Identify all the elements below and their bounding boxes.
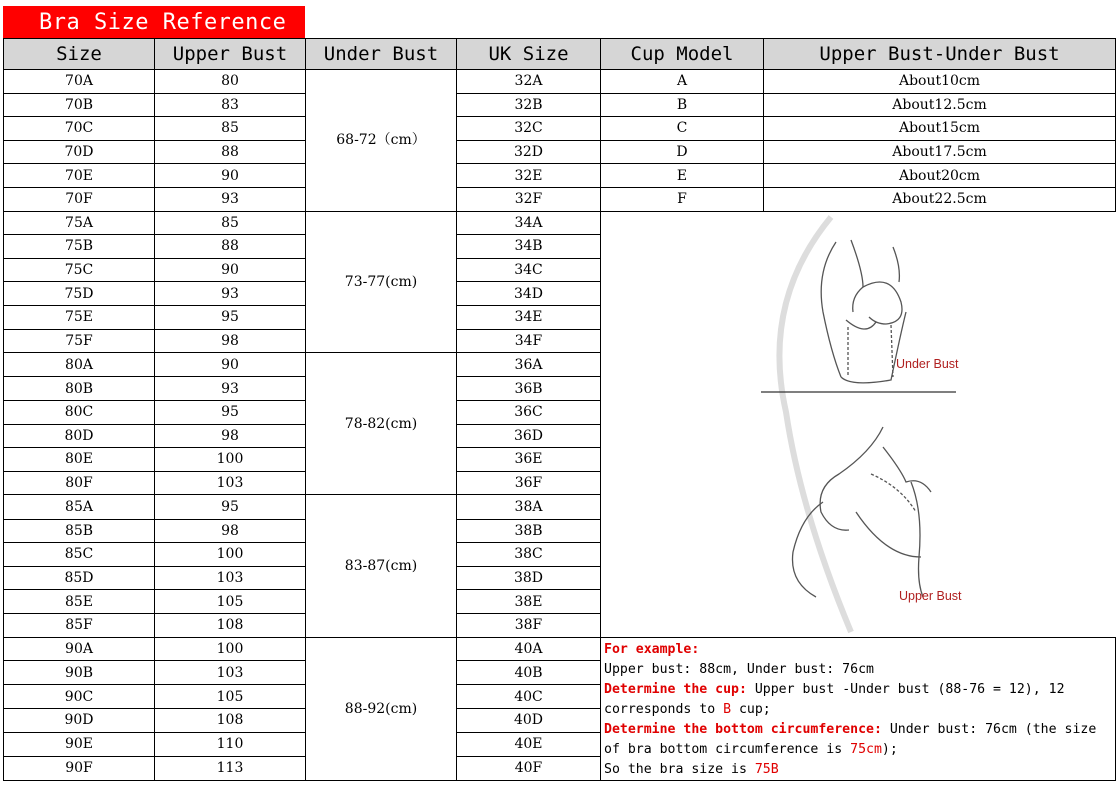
table-row	[4, 211, 1116, 235]
upper-bust-cell: 88	[155, 140, 306, 164]
illustration-cell	[601, 211, 1116, 637]
uk-size-cell: 40E	[457, 732, 601, 756]
cup-model-cell: F	[601, 187, 764, 211]
upper-bust-cell: 108	[155, 613, 306, 637]
upper-bust-cell: 90	[155, 164, 306, 188]
upper-bust-cell: 95	[155, 495, 306, 519]
size-cell: 85B	[4, 519, 155, 543]
under-bust-cell: 68-72（cm）	[306, 70, 457, 212]
cup-text-end: cup;	[731, 701, 771, 717]
uk-size-cell: 38E	[457, 590, 601, 614]
upper-bust-cell: 100	[155, 448, 306, 472]
upper-bust-cell: 83	[155, 93, 306, 117]
cup-model-cell: D	[601, 140, 764, 164]
size-cell: 80A	[4, 353, 155, 377]
upper-bust-cell: 98	[155, 519, 306, 543]
upper-bust-cell: 103	[155, 566, 306, 590]
bottom-label: Determine the bottom circumference:	[604, 721, 882, 737]
upper-bust-cell: 88	[155, 235, 306, 259]
upper-bust-label: Upper Bust	[899, 588, 962, 603]
under-bust-cell: 78-82(cm)	[306, 353, 457, 495]
uk-size-cell: 34F	[457, 329, 601, 353]
cup-highlight: B	[723, 701, 732, 717]
uk-size-cell: 34E	[457, 305, 601, 329]
size-cell: 75F	[4, 329, 155, 353]
example-cup	[604, 680, 1112, 720]
table-row	[4, 140, 1116, 164]
upper-bust-cell: 110	[155, 732, 306, 756]
size-cell: 70F	[4, 187, 155, 211]
upper-bust-cell: 100	[155, 637, 306, 661]
upper-bust-cell: 113	[155, 756, 306, 780]
size-cell: 70D	[4, 140, 155, 164]
size-cell: 80E	[4, 448, 155, 472]
upper-bust-cell: 90	[155, 353, 306, 377]
upper-bust-cell: 80	[155, 70, 306, 94]
upper-bust-cell: 98	[155, 424, 306, 448]
uk-size-cell: 40C	[457, 685, 601, 709]
size-cell: 75C	[4, 258, 155, 282]
upper-bust-cell: 103	[155, 471, 306, 495]
cup-label: Determine the cup:	[604, 681, 747, 697]
bust-difference-cell: About10cm	[764, 70, 1116, 94]
uk-size-cell: 36F	[457, 471, 601, 495]
upper-bust-cell: 105	[155, 590, 306, 614]
bottom-text-end: );	[881, 741, 898, 757]
under-bust-cell: 88-92(cm)	[306, 637, 457, 780]
table-row	[4, 117, 1116, 141]
bottom-highlight: 75cm	[850, 741, 882, 757]
page-title: Bra Size Reference	[3, 6, 305, 38]
final-highlight: 75B	[754, 761, 779, 777]
header-upper-bust: Upper Bust	[155, 39, 306, 70]
uk-size-cell: 32E	[457, 164, 601, 188]
size-cell: 90A	[4, 637, 155, 661]
size-cell: 70E	[4, 164, 155, 188]
uk-size-cell: 40F	[457, 756, 601, 780]
uk-size-cell: 34C	[457, 258, 601, 282]
cup-model-cell: B	[601, 93, 764, 117]
table-row	[4, 70, 1116, 94]
table-row	[4, 93, 1116, 117]
under-bust-cell: 73-77(cm)	[306, 211, 457, 353]
under-bust-label: Under Bust	[896, 356, 959, 371]
upper-bust-cell: 98	[155, 329, 306, 353]
size-table	[3, 38, 1116, 781]
size-cell: 85E	[4, 590, 155, 614]
uk-size-cell: 36E	[457, 448, 601, 472]
example-cell	[601, 637, 1116, 780]
uk-size-cell: 38B	[457, 519, 601, 543]
size-cell: 90B	[4, 661, 155, 685]
body-outline-icon	[601, 212, 1112, 637]
uk-size-cell: 32C	[457, 117, 601, 141]
size-cell: 75D	[4, 282, 155, 306]
size-cell: 70C	[4, 117, 155, 141]
header-bust-difference: Upper Bust-Under Bust	[764, 39, 1116, 70]
size-cell: 70B	[4, 93, 155, 117]
bust-difference-cell: About15cm	[764, 117, 1116, 141]
upper-bust-cell: 108	[155, 709, 306, 733]
size-cell: 70A	[4, 70, 155, 94]
bust-difference-cell: About12.5cm	[764, 93, 1116, 117]
cup-model-cell: E	[601, 164, 764, 188]
cup-model-cell: C	[601, 117, 764, 141]
size-cell: 90C	[4, 685, 155, 709]
size-cell: 75E	[4, 305, 155, 329]
uk-size-cell: 40A	[457, 637, 601, 661]
upper-bust-cell: 103	[155, 661, 306, 685]
uk-size-cell: 32A	[457, 70, 601, 94]
size-cell: 80B	[4, 377, 155, 401]
table-row	[4, 187, 1116, 211]
size-cell: 75B	[4, 235, 155, 259]
cup-text: Upper bust -Under bust (88-76 = 12), 12 corresponds to	[604, 681, 1065, 717]
table-row	[4, 164, 1116, 188]
example-bottom	[604, 720, 1112, 760]
uk-size-cell: 36B	[457, 377, 601, 401]
cup-model-cell: A	[601, 70, 764, 94]
table-row	[4, 637, 1116, 661]
size-cell: 80C	[4, 400, 155, 424]
example-line: Upper bust: 88cm, Under bust: 76cm	[604, 661, 874, 677]
uk-size-cell: 34B	[457, 235, 601, 259]
size-cell: 75A	[4, 211, 155, 235]
uk-size-cell: 38D	[457, 566, 601, 590]
header-size: Size	[4, 39, 155, 70]
size-cell: 90E	[4, 732, 155, 756]
uk-size-cell: 34D	[457, 282, 601, 306]
size-cell: 85D	[4, 566, 155, 590]
under-bust-cell: 83-87(cm)	[306, 495, 457, 637]
final-text: So the bra size is	[604, 761, 755, 777]
bust-difference-cell: About17.5cm	[764, 140, 1116, 164]
example-heading: For example:	[604, 641, 700, 657]
upper-bust-cell: 85	[155, 211, 306, 235]
size-cell: 85A	[4, 495, 155, 519]
upper-bust-cell: 93	[155, 377, 306, 401]
uk-size-cell: 32D	[457, 140, 601, 164]
size-cell: 85C	[4, 543, 155, 567]
upper-bust-cell: 95	[155, 305, 306, 329]
size-cell: 80F	[4, 471, 155, 495]
uk-size-cell: 36D	[457, 424, 601, 448]
header-row	[4, 39, 1116, 70]
example-final	[604, 760, 1112, 780]
uk-size-cell: 32F	[457, 187, 601, 211]
bottom-text: Under bust: 76cm (the size of bra bottom circumference is	[604, 721, 1097, 757]
upper-bust-cell: 105	[155, 685, 306, 709]
upper-bust-cell: 93	[155, 187, 306, 211]
upper-bust-cell: 100	[155, 543, 306, 567]
size-cell: 80D	[4, 424, 155, 448]
uk-size-cell: 38C	[457, 543, 601, 567]
header-cup-model: Cup Model	[601, 39, 764, 70]
upper-bust-cell: 90	[155, 258, 306, 282]
uk-size-cell: 32B	[457, 93, 601, 117]
header-uk-size: UK Size	[457, 39, 601, 70]
uk-size-cell: 36C	[457, 400, 601, 424]
uk-size-cell: 34A	[457, 211, 601, 235]
header-under-bust: Under Bust	[306, 39, 457, 70]
uk-size-cell: 36A	[457, 353, 601, 377]
uk-size-cell: 40B	[457, 661, 601, 685]
measurement-illustration	[601, 212, 1112, 637]
size-cell: 85F	[4, 613, 155, 637]
size-cell: 90D	[4, 709, 155, 733]
size-cell: 90F	[4, 756, 155, 780]
upper-bust-cell: 93	[155, 282, 306, 306]
bust-difference-cell: About22.5cm	[764, 187, 1116, 211]
uk-size-cell: 38F	[457, 613, 601, 637]
uk-size-cell: 40D	[457, 709, 601, 733]
uk-size-cell: 38A	[457, 495, 601, 519]
upper-bust-cell: 85	[155, 117, 306, 141]
bust-difference-cell: About20cm	[764, 164, 1116, 188]
upper-bust-cell: 95	[155, 400, 306, 424]
